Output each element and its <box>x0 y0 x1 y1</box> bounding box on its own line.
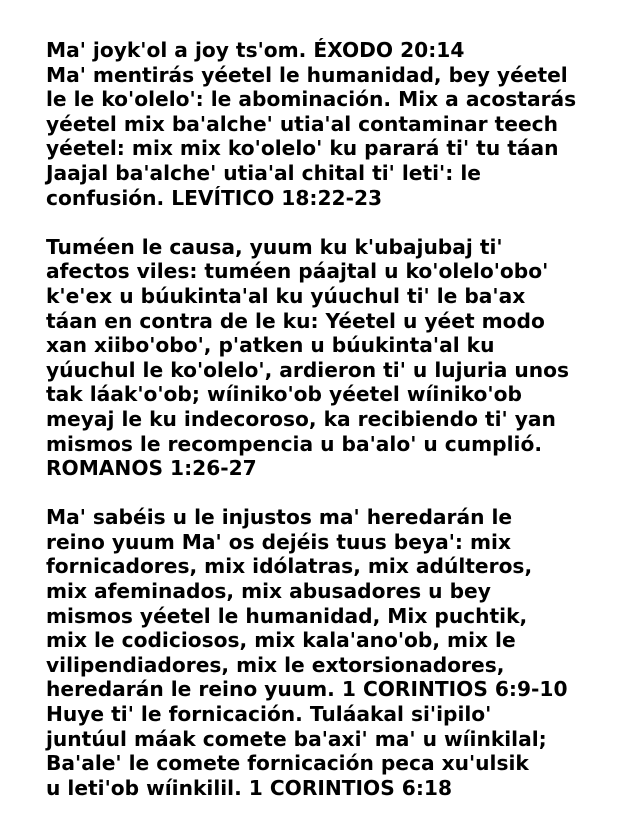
text-line: mismos le recompencia u ba'alo' u cumplió. <box>46 431 543 456</box>
text-line: reino yuum Ma' os dejéis tuus beya': mix <box>46 529 511 554</box>
text-line: táan en contra de le ku: Yéetel u yéet modo <box>46 308 545 333</box>
document-page <box>46 38 626 825</box>
text-line: mix afeminados, mix abusadores u bey <box>46 579 491 604</box>
text-line: Ba'ale' le comete fornicación peca xu'ulsik <box>46 751 529 776</box>
text-line: u leti'ob wíinkilil. 1 CORINTIOS 6:18 <box>46 775 452 800</box>
text-line: Ma' sabéis u le injustos ma' heredarán le <box>46 505 513 530</box>
text-line: heredarán le reino yuum. 1 CORINTIOS 6:9-10 <box>46 677 568 702</box>
text-line: mix le codiciosos, mix kala'ano'ob, mix le <box>46 628 516 653</box>
text-line: confusión. LEVÍTICO 18:22-23 <box>46 185 383 210</box>
text-line: yéetel: mix mix ko'olelo' ku parará ti' tu táan <box>46 136 559 161</box>
text-line: juntúul máak comete ba'axi' ma' u wíinkilal; <box>46 726 547 751</box>
paragraph-corintios <box>46 505 626 800</box>
text-line: meyaj le ku indecoroso, ka recibiendo ti' yan <box>46 406 556 431</box>
text-line: yéetel mix ba'alche' utia'al contaminar teech <box>46 111 558 136</box>
text-line: xan xiibo'obo', p'atken u búukinta'al ku <box>46 333 495 358</box>
paragraph-exodo <box>46 38 626 210</box>
text-line: Ma' joyk'ol a joy ts'om. ÉXODO 20:14 <box>46 38 465 62</box>
text-line: Tuméen le causa, yuum ku k'ubajubaj ti' <box>46 234 503 259</box>
text-line: afectos viles: tuméen páajtal u ko'olelo'obo' <box>46 259 549 284</box>
text-line: fornicadores, mix idólatras, mix adúlteros, <box>46 554 533 579</box>
paragraph-romanos <box>46 235 626 481</box>
text-line: tak láak'o'ob; wíiniko'ob yéetel wíiniko'ob <box>46 382 522 407</box>
text-line: Jaajal ba'alche' utia'al chital ti' leti': le <box>46 160 481 185</box>
text-line: ROMANOS 1:26-27 <box>46 456 257 481</box>
text-line: le le ko'olelo': le abominación. Mix a acostarás <box>46 87 577 112</box>
text-line: yúuchul le ko'olelo', ardieron ti' u lujuria unos <box>46 357 570 382</box>
text-line: vilipendiadores, mix le extorsionadores, <box>46 652 505 677</box>
text-line: Huye ti' le fornicación. Tuláakal si'ipilo' <box>46 702 492 727</box>
text-line: mismos yéetel le humanidad, Mix puchtik, <box>46 603 528 628</box>
text-line: k'e'ex u búukinta'al ku yúuchul ti' le ba'ax <box>46 283 526 308</box>
text-line: Ma' mentirás yéetel le humanidad, bey yéetel <box>46 62 568 87</box>
